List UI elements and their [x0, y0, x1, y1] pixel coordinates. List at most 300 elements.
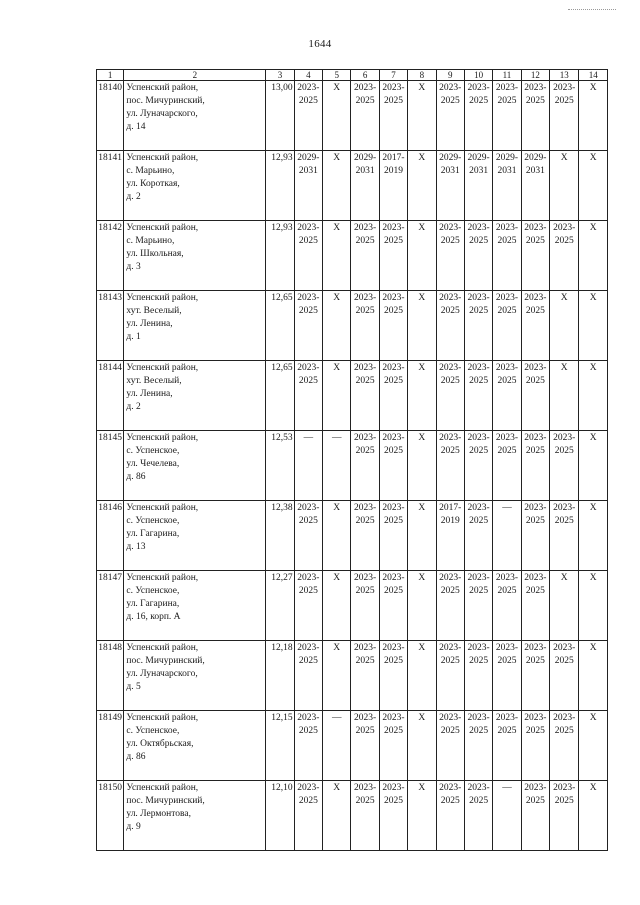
period-cell	[294, 81, 322, 151]
period-cell	[493, 501, 521, 571]
address-line: ул. Ленина,	[126, 389, 173, 399]
period-line: 2023-	[467, 643, 490, 653]
period-line: 2023-	[524, 293, 547, 303]
period-line: 2023-	[495, 83, 519, 93]
period-line: —	[502, 783, 512, 793]
address-line: Успенский район,	[126, 363, 199, 373]
period-cell	[521, 501, 549, 571]
period-line: 2025	[469, 376, 489, 386]
period-line: 2029-	[524, 153, 547, 163]
period-line: 2023-	[467, 363, 490, 373]
period-line: 2029-	[439, 153, 462, 163]
period-line: 2031	[298, 166, 318, 176]
area-value-cell: 12,93	[266, 221, 294, 291]
period-line: 2025	[298, 796, 318, 806]
period-cell	[323, 641, 351, 711]
period-line: 2025	[440, 586, 460, 596]
address-line: д. 86	[126, 472, 146, 482]
period-cell	[436, 711, 464, 781]
table-row	[97, 81, 608, 151]
period-line: X	[418, 83, 426, 93]
period-cell	[521, 571, 549, 641]
period-line: 2023-	[382, 293, 405, 303]
period-cell	[550, 501, 579, 571]
period-cell	[464, 81, 492, 151]
period-line: 2025	[355, 726, 375, 736]
period-line: 2025	[469, 446, 489, 456]
period-cell	[550, 641, 579, 711]
address-cell	[124, 711, 266, 781]
address-line: с. Успенское,	[126, 726, 180, 736]
period-cell	[436, 361, 464, 431]
period-line: X	[333, 573, 341, 583]
period-cell	[351, 361, 379, 431]
period-line: 2025	[554, 236, 574, 246]
period-line: 2023-	[354, 433, 377, 443]
address-line: д. 13	[126, 542, 146, 552]
period-cell	[464, 431, 492, 501]
period-line: 2023-	[495, 433, 519, 443]
address-line: д. 16, корп. А	[126, 612, 181, 622]
address-line: Успенский район,	[126, 223, 199, 233]
period-cell	[579, 781, 608, 851]
period-line: 2023-	[382, 83, 405, 93]
address-line: Успенский район,	[126, 293, 199, 303]
period-line: 2025	[554, 796, 574, 806]
period-line: 2025	[355, 96, 375, 106]
period-line: 2025	[525, 236, 545, 246]
table-row	[97, 641, 608, 711]
period-cell	[351, 81, 379, 151]
period-cell	[579, 151, 608, 221]
period-line: 2031	[497, 166, 517, 176]
address-line: д. 1	[126, 332, 141, 342]
period-line: 2023-	[524, 783, 547, 793]
period-line: 2025	[355, 306, 375, 316]
period-line: 2025	[298, 96, 318, 106]
record-number-cell: 18145	[97, 431, 124, 501]
period-line: 2023-	[297, 363, 320, 373]
address-line: д. 14	[126, 122, 146, 132]
period-cell	[323, 431, 351, 501]
period-line: 2023-	[439, 573, 462, 583]
register-table	[96, 69, 608, 851]
address-line: д. 2	[126, 192, 141, 202]
period-line: 2025	[355, 516, 375, 526]
period-line: 2029-	[495, 153, 519, 163]
period-line: 2023-	[524, 363, 547, 373]
column-number-cell: 13	[550, 70, 579, 81]
period-cell	[294, 571, 322, 641]
period-line: 2025	[383, 726, 403, 736]
period-line: 2025	[383, 306, 403, 316]
period-cell	[493, 361, 521, 431]
record-number-cell: 18141	[97, 151, 124, 221]
period-line: 2023-	[553, 83, 576, 93]
period-cell	[464, 571, 492, 641]
period-line: 2023-	[297, 293, 320, 303]
period-line: 2025	[497, 376, 517, 386]
period-cell	[294, 361, 322, 431]
address-cell	[124, 361, 266, 431]
period-line: 2025	[525, 446, 545, 456]
period-line: 2025	[497, 446, 517, 456]
address-line: пос. Мичуринский,	[126, 656, 205, 666]
period-line: X	[333, 153, 341, 163]
period-cell	[351, 221, 379, 291]
address-line: ул. Лермонтова,	[126, 809, 191, 819]
address-line: д. 9	[126, 822, 141, 832]
column-number-row	[97, 70, 608, 81]
period-line: 2025	[554, 656, 574, 666]
top-margin-mark	[568, 9, 616, 10]
column-number-cell: 5	[323, 70, 351, 81]
period-cell	[436, 81, 464, 151]
period-cell	[493, 641, 521, 711]
address-cell	[124, 641, 266, 711]
address-line: ул. Ленина,	[126, 319, 173, 329]
period-line: 2023-	[439, 83, 462, 93]
table-row	[97, 361, 608, 431]
period-line: 2025	[469, 516, 489, 526]
period-line: 2025	[440, 376, 460, 386]
period-line: 2019	[383, 166, 403, 176]
period-cell	[550, 81, 579, 151]
period-line: 2023-	[495, 643, 519, 653]
period-line: 2023-	[382, 573, 405, 583]
period-cell	[323, 781, 351, 851]
table-row	[97, 501, 608, 571]
address-line: пос. Мичуринский,	[126, 96, 205, 106]
period-line: 2025	[383, 376, 403, 386]
period-line: 2025	[383, 96, 403, 106]
address-line: ул. Чечелева,	[126, 459, 180, 469]
period-cell	[579, 641, 608, 711]
period-cell	[408, 151, 436, 221]
period-line: 2025	[554, 726, 574, 736]
period-cell	[579, 81, 608, 151]
period-cell	[521, 221, 549, 291]
area-value-cell: 12,65	[266, 291, 294, 361]
period-cell	[579, 711, 608, 781]
period-cell	[464, 711, 492, 781]
period-cell	[351, 781, 379, 851]
period-line: 2023-	[495, 223, 519, 233]
table-row	[97, 221, 608, 291]
period-line: 2023-	[297, 223, 320, 233]
address-cell	[124, 431, 266, 501]
address-line: с. Успенское,	[126, 446, 180, 456]
area-value-cell: 12,27	[266, 571, 294, 641]
address-line: хут. Веселый,	[126, 306, 182, 316]
period-line: 2023-	[524, 573, 547, 583]
period-line: 2029-	[467, 153, 490, 163]
period-line: X	[589, 153, 597, 163]
period-line: 2025	[298, 726, 318, 736]
period-line: 2023-	[297, 83, 320, 93]
table-row	[97, 291, 608, 361]
period-cell	[493, 151, 521, 221]
period-cell	[521, 291, 549, 361]
period-cell	[323, 501, 351, 571]
table-row	[97, 781, 608, 851]
column-number-cell: 10	[464, 70, 492, 81]
period-cell	[493, 81, 521, 151]
period-line: 2025	[525, 726, 545, 736]
period-line: X	[560, 153, 568, 163]
period-cell	[464, 291, 492, 361]
period-line: 2025	[383, 656, 403, 666]
period-cell	[521, 711, 549, 781]
period-line: 2025	[440, 796, 460, 806]
period-cell	[294, 291, 322, 361]
period-line: 2019	[440, 516, 460, 526]
table-row	[97, 711, 608, 781]
period-line: 2023-	[495, 293, 519, 303]
record-number-cell: 18140	[97, 81, 124, 151]
period-line: X	[589, 503, 597, 513]
address-line: д. 5	[126, 682, 141, 692]
period-line: 2025	[525, 96, 545, 106]
period-cell	[493, 291, 521, 361]
period-line: 2025	[383, 516, 403, 526]
period-cell	[436, 151, 464, 221]
period-line: 2023-	[382, 643, 405, 653]
period-line: 2023-	[467, 433, 490, 443]
period-line: 2025	[355, 446, 375, 456]
column-number-cell: 6	[351, 70, 379, 81]
period-line: X	[589, 713, 597, 723]
period-line: 2023-	[553, 643, 576, 653]
period-line: X	[589, 643, 597, 653]
period-line: 2023-	[524, 713, 547, 723]
period-line: 2025	[469, 306, 489, 316]
period-line: 2023-	[439, 223, 462, 233]
period-cell	[408, 781, 436, 851]
period-line: 2023-	[495, 363, 519, 373]
period-line: 2023-	[354, 573, 377, 583]
period-cell	[379, 81, 407, 151]
period-line: X	[418, 713, 426, 723]
period-line: 2023-	[297, 713, 320, 723]
area-value-cell: 12,15	[266, 711, 294, 781]
record-number-cell: 18142	[97, 221, 124, 291]
period-line: —	[303, 433, 314, 443]
period-line: 2023-	[382, 713, 405, 723]
column-number-cell: 11	[493, 70, 521, 81]
period-line: 2025	[497, 656, 517, 666]
period-line: 2023-	[524, 83, 547, 93]
period-line: 2023-	[467, 713, 490, 723]
period-cell	[436, 641, 464, 711]
period-cell	[408, 501, 436, 571]
address-line: с. Успенское,	[126, 516, 180, 526]
period-line: 2023-	[382, 503, 405, 513]
period-line: 2025	[298, 376, 318, 386]
period-cell	[579, 431, 608, 501]
period-line: 2025	[298, 656, 318, 666]
period-line: 2023-	[354, 713, 377, 723]
period-line: 2023-	[467, 573, 490, 583]
period-line: 2025	[298, 516, 318, 526]
period-cell	[521, 781, 549, 851]
period-line: X	[333, 643, 341, 653]
period-line: 2023-	[439, 643, 462, 653]
address-line: ул. Октябрьская,	[126, 739, 194, 749]
record-number-cell: 18146	[97, 501, 124, 571]
record-number-cell: 18150	[97, 781, 124, 851]
address-line: ул. Школьная,	[126, 249, 184, 259]
period-line: X	[418, 153, 426, 163]
period-line: 2023-	[467, 783, 490, 793]
period-line: 2025	[383, 796, 403, 806]
address-line: Успенский район,	[126, 573, 199, 583]
period-line: 2025	[469, 586, 489, 596]
area-value-cell: 12,18	[266, 641, 294, 711]
period-line: X	[560, 293, 568, 303]
period-line: 2023-	[354, 643, 377, 653]
period-line: X	[418, 643, 426, 653]
period-line: X	[333, 83, 341, 93]
period-line: 2017-	[382, 153, 405, 163]
address-line: ул. Короткая,	[126, 179, 180, 189]
period-cell	[294, 641, 322, 711]
period-cell	[294, 221, 322, 291]
period-cell	[351, 291, 379, 361]
period-cell	[579, 501, 608, 571]
period-cell	[493, 711, 521, 781]
period-line: 2023-	[354, 363, 377, 373]
period-cell	[351, 641, 379, 711]
period-cell	[436, 221, 464, 291]
address-cell	[124, 571, 266, 641]
area-value-cell: 12,53	[266, 431, 294, 501]
period-line: 2023-	[467, 293, 490, 303]
period-line: 2025	[497, 726, 517, 736]
period-line: 2023-	[382, 433, 405, 443]
period-cell	[323, 571, 351, 641]
period-line: X	[418, 223, 426, 233]
period-cell	[521, 641, 549, 711]
address-cell	[124, 151, 266, 221]
period-cell	[379, 781, 407, 851]
address-cell	[124, 501, 266, 571]
column-number-cell: 14	[579, 70, 608, 81]
period-line: X	[418, 503, 426, 513]
record-number-cell: 18147	[97, 571, 124, 641]
period-line: 2025	[298, 236, 318, 246]
period-cell	[379, 641, 407, 711]
period-cell	[351, 431, 379, 501]
period-line: 2025	[497, 306, 517, 316]
period-line: 2025	[554, 96, 574, 106]
period-line: 2025	[469, 656, 489, 666]
period-line: 2023-	[524, 223, 547, 233]
period-line: 2025	[298, 306, 318, 316]
period-line: 2025	[525, 376, 545, 386]
period-line: 2025	[469, 236, 489, 246]
period-line: 2029-	[297, 153, 320, 163]
period-line: 2023-	[297, 643, 320, 653]
address-line: д. 86	[126, 752, 146, 762]
period-cell	[550, 571, 579, 641]
period-line: 2025	[440, 306, 460, 316]
period-line: 2025	[355, 656, 375, 666]
period-cell	[351, 571, 379, 641]
period-cell	[521, 431, 549, 501]
period-line: X	[333, 503, 341, 513]
period-line: 2023-	[354, 223, 377, 233]
period-line: X	[589, 363, 597, 373]
period-cell	[408, 361, 436, 431]
area-value-cell: 13,00	[266, 81, 294, 151]
address-cell	[124, 221, 266, 291]
period-line: 2023-	[382, 363, 405, 373]
period-line: 2023-	[297, 503, 320, 513]
period-line: 2023-	[553, 713, 576, 723]
period-cell	[464, 781, 492, 851]
period-cell	[379, 221, 407, 291]
address-line: ул. Луначарского,	[126, 669, 198, 679]
period-cell	[408, 711, 436, 781]
period-line: 2025	[355, 586, 375, 596]
period-cell	[323, 361, 351, 431]
period-cell	[379, 501, 407, 571]
period-cell	[351, 151, 379, 221]
period-line: 2023-	[553, 433, 576, 443]
period-line: 2025	[497, 586, 517, 596]
period-line: 2023-	[354, 83, 377, 93]
period-line: 2025	[469, 796, 489, 806]
period-line: 2023-	[524, 433, 547, 443]
period-cell	[294, 781, 322, 851]
period-cell	[294, 151, 322, 221]
period-line: 2023-	[354, 293, 377, 303]
period-cell	[379, 291, 407, 361]
period-line: 2023-	[467, 83, 490, 93]
period-line: 2025	[355, 376, 375, 386]
period-line: 2025	[525, 656, 545, 666]
table-row	[97, 571, 608, 641]
period-line: X	[418, 433, 426, 443]
period-line: 2025	[440, 656, 460, 666]
column-number-cell: 3	[266, 70, 294, 81]
period-cell	[408, 641, 436, 711]
period-line: 2025	[440, 96, 460, 106]
record-number-cell: 18144	[97, 361, 124, 431]
period-line: 2025	[554, 446, 574, 456]
period-cell	[464, 151, 492, 221]
address-cell	[124, 781, 266, 851]
address-line: Успенский район,	[126, 503, 199, 513]
period-cell	[464, 641, 492, 711]
address-line: пос. Мичуринский,	[126, 796, 205, 806]
period-line: 2025	[440, 726, 460, 736]
address-line: Успенский район,	[126, 713, 199, 723]
period-line: 2025	[440, 236, 460, 246]
period-cell	[351, 501, 379, 571]
period-cell	[408, 81, 436, 151]
period-line: 2025	[440, 446, 460, 456]
area-value-cell: 12,93	[266, 151, 294, 221]
page-number: 1644	[308, 38, 332, 50]
period-line: 2023-	[382, 223, 405, 233]
period-line: 2025	[497, 236, 517, 246]
period-cell	[579, 291, 608, 361]
period-cell	[379, 431, 407, 501]
period-line: 2023-	[495, 573, 519, 583]
record-number-cell: 18148	[97, 641, 124, 711]
